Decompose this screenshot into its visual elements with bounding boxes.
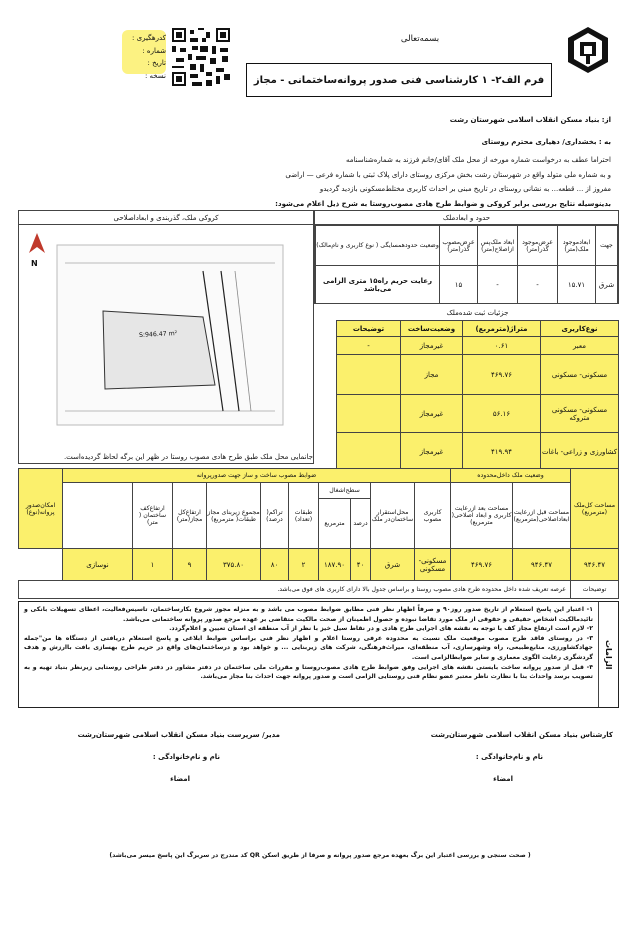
main-table <box>18 468 619 599</box>
sketch-title: کروکی ملک، گذربندی و ابعاداصلاحی <box>19 211 313 225</box>
bounds-title: حدود و ابعادملک <box>315 211 618 225</box>
main-occ-pct: ۴۰ <box>351 549 371 581</box>
main-floor-h: ۱ <box>133 549 173 581</box>
logo <box>567 26 609 74</box>
main-sub: ارتفاع‌کل مجاز(متر) <box>173 483 207 549</box>
reg-use: مسکونی- مسکونی متروکه <box>541 395 619 433</box>
letter-line4: بدینوسیله نتایج بررسی برابر کروکی و ضوابط طرح هادی مصوب‌روستا به شرح ذیل اعلام می‌شود: <box>275 199 611 208</box>
main-height: ۹ <box>173 549 207 581</box>
signature-left-title: مدیر/ سرپرست بنیاد مسکن انقلاب اسلامی شهرستان‌رشت <box>77 731 280 739</box>
reg-desc <box>337 395 401 433</box>
tracking-label: کدرهگیری : <box>132 34 166 42</box>
main-desc: عرصه تعریف شده داخل محدوده طرح هادی مصوب روستا و براساس جدول بالا دارای کاربری های فوق می‌باشد. <box>19 581 571 599</box>
occ-sub-m2: مترمربع <box>319 499 351 549</box>
reg-area: ۴۱۹.۹۴ <box>463 433 541 471</box>
registered-header: متراژ(مترمربع) <box>463 321 541 337</box>
reg-use: مسکونی- مسکونی <box>541 355 619 395</box>
housing-foundation-logo-icon <box>567 26 609 74</box>
main-occ-m2: ۱۸۷.۹۰ <box>319 549 351 581</box>
signature-left <box>30 724 280 790</box>
bounds-neighbor: رعایت حریم راه۱۵ متری الزامی می‌باشد <box>316 266 440 304</box>
main-sub: طبقات (تعداد) <box>289 483 319 549</box>
main-total-area: ۳۷۵.۸۰ <box>207 549 261 581</box>
main-sub: مساحت بعد ازرعایت کاربری و ابعاد اصلاحی( مترمربع) <box>451 483 513 549</box>
letter-from: از: بنیاد مسکن انقلاب اسلامی شهرستان رشت <box>449 116 611 124</box>
main-sub: کاربری مصوب <box>415 483 451 549</box>
main-sub: تراکم( درصد) <box>261 483 289 549</box>
bounds-header: ابعاد ملک‌پس ازاصلاح(متر) <box>478 226 518 266</box>
reg-area: ۵۶.۱۶ <box>463 395 541 433</box>
letter-line3: مفروز از ... قطعه... به نشانی روستای در تاریخ مبنی بر احداث کاربری مختلط‌مسکونی بازدید گردیدو <box>319 185 611 193</box>
mandatory-panel <box>18 601 619 708</box>
copy-label: نسخه : <box>144 71 166 80</box>
bounds-existing: ۱۵.۷۱ <box>558 266 596 304</box>
number-label: شماره : <box>142 46 166 55</box>
mandatory-item: ۳- در روستای فاقد طرح مصوب موقعیت ملک نسبت به محدوده عرفی روستا اعلام و اظهار نظر فنی براساس ضوابط ابلاغی و پاسخ استعلام دریافتی از دستگاه ها من"جمله جهادکشاورزی، منابع‌طبیعی، راه وشهرسازی، آب منطقه‌ای، میراث‌فرهنگی، شرکت های زیربنایی ... و خواهد بود و درساختمان‌های واقع در حریم طرح بهسازی بافت باارزش و هدف گردشگری رعایت الگوی معماری و سایر ضوابطالزامی است. <box>24 634 593 661</box>
reg-status: مجاز <box>401 355 463 395</box>
reg-desc: - <box>337 337 401 355</box>
reg-area: ۴۶۹.۷۶ <box>463 355 541 395</box>
signature-left-sign: امضاء <box>170 775 190 783</box>
letter-line1: احتراما عطف به درخواست شماره مورخه از محل ملک آقای/خانم فرزند به شماره‌شناسنامه <box>346 156 611 164</box>
bounds-approved: ۱۵ <box>440 266 478 304</box>
mandatory-item: ۲- لازم است ارتفاع مجاز کف با توجه به نقشه های اجرایی طرح هادی و در نقاط سیل خیز با نظر از آب منطقه ای استان تعیین و اعلام‌گردد. <box>169 625 593 633</box>
form-title: فرم الف۲- ۱ کارشناسی فنی صدور پروانه‌ساختمانی - مجاز <box>253 74 545 86</box>
form-title-box <box>246 63 552 97</box>
main-total: ۹۴۶.۴۷ <box>571 549 619 581</box>
reg-area: ۰.۶۱ <box>463 337 541 355</box>
date-label: تاریخ : <box>147 59 166 67</box>
reg-status: غیرمجاز <box>401 433 463 471</box>
reg-use: کشاورزی و زراعی- باغات <box>541 433 619 471</box>
sketch-note: جانمایی محل ملک طبق طرح هادی مصوب روستا در ظهر این برگه لحاظ گردیده‌است. <box>63 453 313 461</box>
registered-header: توضیحات <box>337 321 401 337</box>
reg-status: غیرمجاز <box>401 337 463 355</box>
registered-panel <box>336 306 619 471</box>
main-rules-head: ضوابط مصوب ساخت و ساز جهت صدورپروانه <box>63 469 451 483</box>
main-use: مسکونی- مسکونی <box>415 549 451 581</box>
signature-left-name: نام و نام‌خانوادگی : <box>152 753 220 761</box>
bounds-header: عرض‌موجود گذر(متر) <box>518 226 558 266</box>
bounds-header: جهت <box>596 226 618 266</box>
main-desc-label: توضیحات <box>571 581 619 599</box>
reg-desc <box>337 355 401 395</box>
bismillah: بسمه‌تعالی <box>400 34 440 44</box>
main-sub: سطح‌اشغال <box>319 483 371 499</box>
signature-right-sign: امضاء <box>493 775 513 783</box>
bounds-panel <box>314 210 619 304</box>
mandatory-item: ۴- قبل از صدور پروانه ساخت بایستی نقشه های اجرایی وفق ضوابط طرح هادی مصوب‌روستا و مقررات ملی ساختمان در دفتر مشاور در دفتر طراحی روستایی زیرنظر بنیاد تهیه و به تصویب برسد واحداث بنا با نظارت ناظر معتبر عضو نظام فنی روستایی الزامی است و صدور پروانه جهت احداث بنا مجاز می‌باشد. <box>24 663 593 681</box>
qr-code-icon <box>172 28 230 86</box>
main-permit-head: امکان‌صدور پروانه(نوع) <box>19 469 63 549</box>
main-limit-head: وضعیت ملک داخل‌محدوده <box>451 469 571 483</box>
registered-header: وضعیت‌ساخت <box>401 321 463 337</box>
main-area-head: مساحت کل‌ملک (مترمربع) <box>571 469 619 549</box>
signature-right <box>323 724 613 790</box>
north-label: N <box>31 259 38 268</box>
signature-right-name: نام و نام‌خانوادگی : <box>475 753 543 761</box>
letter-line2: و به شماره ملی متولد واقع در شهرستان رشت بخش مرکزی روستای دارای پلاک ثبتی با شماره فرعی — اراضی <box>285 170 611 179</box>
main-sub: مجموع زیربنای مجاز طبقات( مترمربع) <box>207 483 261 549</box>
bounds-dir: شرق <box>596 266 618 304</box>
main-density: ۸۰ <box>261 549 289 581</box>
bounds-passage: - <box>518 266 558 304</box>
area-label: S:946.47 m² <box>138 330 178 339</box>
occ-sub-pct: درصد <box>351 499 371 549</box>
main-after: ۴۶۹.۷۶ <box>451 549 513 581</box>
main-sub: ارتفاع‌کف ساختمان ( متر) <box>133 483 173 549</box>
reg-desc <box>337 433 401 471</box>
signature-right-title: کارشناس بنیاد مسکن انقلاب اسلامی شهرستان‌رشت <box>430 731 613 739</box>
main-permit: نوسازی <box>63 549 133 581</box>
main-place: شرق <box>371 549 415 581</box>
footer-note: ( صحت سنجی و بررسی اعتبار این برگ بعهده مرجع صدور پروانه و صرفا از طریق اسکن QR کد مندرج در سربرگ این پاسخ میسر می‌باشد) <box>109 852 531 859</box>
bounds-table <box>315 225 618 304</box>
main-before: ۹۴۶.۴۷ <box>513 549 571 581</box>
bounds-header: وضعیت حدودهمسایگی ( نوع کاربری و نام‌مالک) <box>316 226 440 266</box>
bounds-header: ابعادموجود ملک(متر) <box>558 226 596 266</box>
mandatory-item: ۱- اعتبار این پاسخ استعلام از تاریخ صدور روز۹۰ و صرفاً اظهار نظر فنی مطابق ضوابط مصوب می باشد و به منزله مجوز شروع بکارساختمان، تاسیس‌فعالیت، اعطای تسهیلات بانکی و تائیدمالکیت اشخاص حقیقی و حقوقی از ملک مورد تقاضا نبوده و حصول اطمینان از صحت مالکیت متقاضی بر عهده مرجع صدور پروانه ساختمانی می‌باشد. <box>24 606 593 623</box>
registered-header: نوع‌کاربری <box>541 321 619 337</box>
registered-title: جزئیات ثبت شده‌ملک <box>446 309 509 317</box>
main-sub: محل‌استقرار ساختمان‌در ملک <box>371 483 415 549</box>
mandatory-label: الزامات <box>598 602 618 707</box>
letter-to: به : بخشداری/ دهیاری محترم روستای <box>481 137 611 146</box>
sketch-panel <box>18 210 314 464</box>
reg-use: معبر <box>541 337 619 355</box>
reg-status: غیرمجاز <box>401 395 463 433</box>
bounds-after: - <box>478 266 518 304</box>
main-sub: مساحت قبل ازرعایت ابعاداصلاحی(مترمربع) <box>513 483 571 549</box>
registered-table <box>336 320 619 471</box>
qr-code <box>172 28 230 86</box>
main-floors: ۲ <box>289 549 319 581</box>
bounds-header: عرض‌مصوب گذر(متر) <box>440 226 478 266</box>
